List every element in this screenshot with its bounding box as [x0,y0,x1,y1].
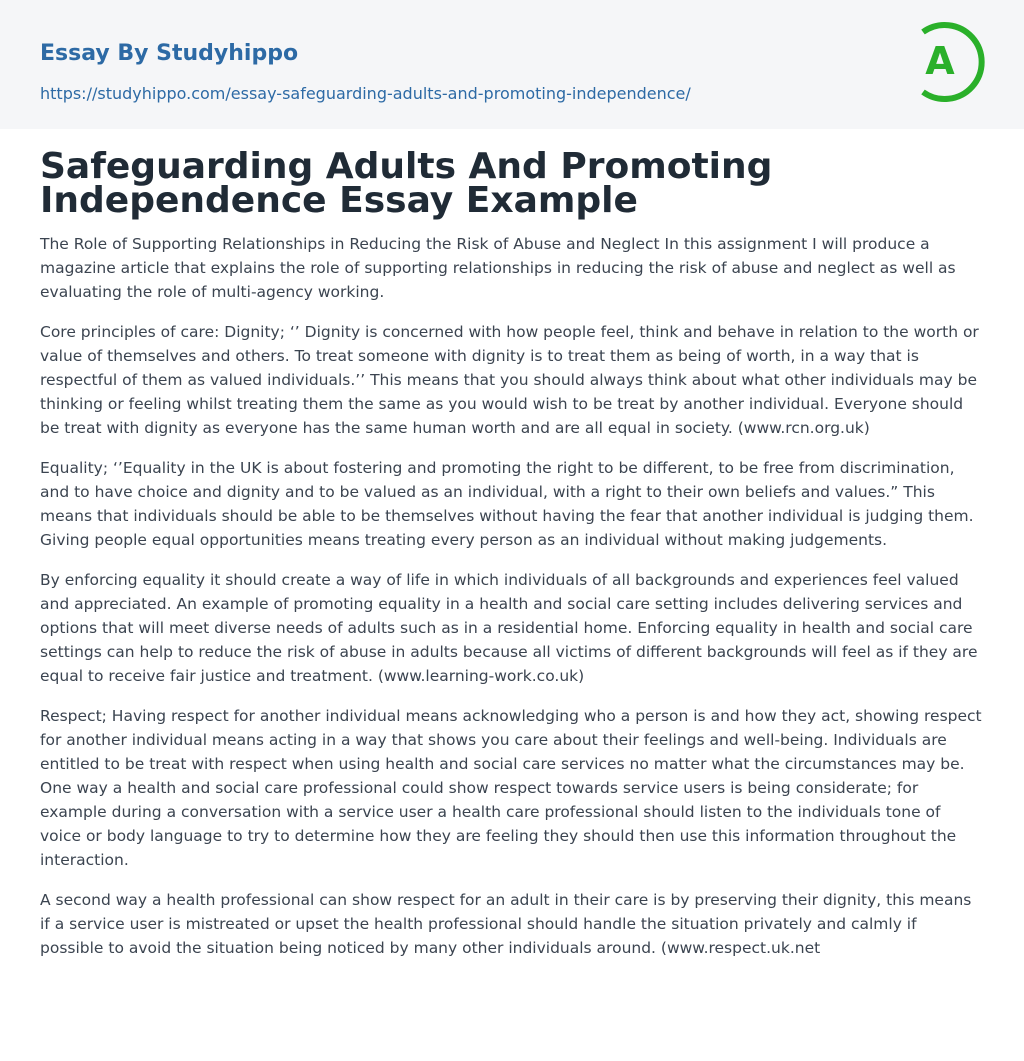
studyhippo-logo-icon[interactable] [912,18,988,106]
paragraph: The Role of Supporting Relationships in Reducing the Risk of Abuse and Neglect In this assignment I will produce a magazine article that explains the role of supporting relationships in reducing the risk of abuse and neglect as well as evaluating the role of multi-agency working. [40,235,956,301]
site-header [0,0,1024,129]
article-title: Safeguarding Adults And Promoting Independence Essay Example [40,146,773,221]
paragraph: By enforcing equality it should create a way of life in which individuals of all backgrounds and experiences feel valued and appreciated. An example of promoting equality in a health and social care setting includes delivering services and options that will meet diverse needs of adults such as in a residential home. Enforcing equality in health and social care settings can help to reduce the risk of abuse in adults because all victims of different backgrounds will feel as if they are equal to receive fair justice and treatment. (www.learning-work.co.uk) [40,571,978,685]
brand-title[interactable]: Essay By Studyhippo [40,41,299,66]
paragraph: Respect; Having respect for another individual means acknowledging who a person is and how they act, showing respect for another individual means acting in a way that shows you care about their feelings and well-being. Individuals are entitled to be treat with respect when using health and social care services no matter what the circumstances may be. One way a health and social care professional could show respect towards service users is being considerate; for example during a conversation with a service user a health care professional should listen to the individuals tone of voice or body language to try to determine how they are feeling they should then use this information throughout the interaction. [40,707,982,869]
logo-letter: A [925,39,955,83]
paragraph: Core principles of care: Dignity; ‘’ Dignity is concerned with how people feel, think and behave in relation to the worth or value of themselves and others. To treat someone with dignity is to treat them as being of worth, in a way that is respectful of them as valued individuals.’’ This means that you should always think about what other individuals may be thinking or feeling whilst treating them the same as you would wish to be treat by another individual. Everyone should be treat with dignity as everyone has the same human worth and are all equal in society. (www.rcn.org.uk) [40,323,979,437]
page-url-link[interactable]: https://studyhippo.com/essay-safeguarding-adults-and-promoting-independence/ [40,84,691,103]
article-body [40,218,984,960]
article [0,129,1024,960]
paragraph: Equality; ‘’Equality in the UK is about fostering and promoting the right to be different, to be free from discrimination, and to have choice and dignity and to be valued as an individual, with a right to their own beliefs and values.” This means that individuals should be able to be themselves without having the fear that another individual is judging them. Giving people equal opportunities means treating every person as an individual without making judgements. [40,459,974,549]
paragraph: A second way a health professional can show respect for an adult in their care is by preserving their dignity, this means if a service user is mistreated or upset the health professional should handle the situation privately and calmly if possible to avoid the situation being noticed by many other individuals around. (www.respect.uk.net [40,891,972,957]
